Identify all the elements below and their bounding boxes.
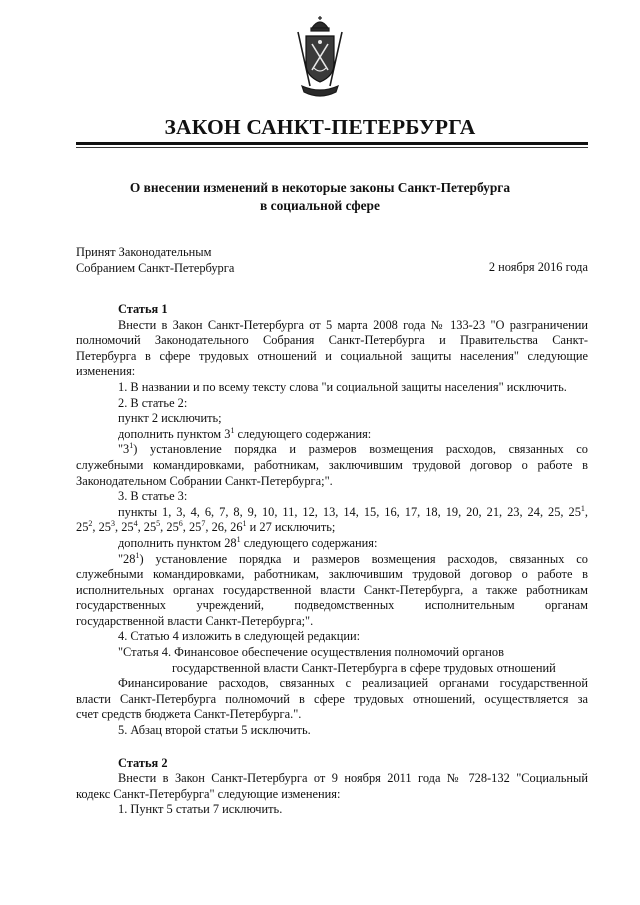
quote-line: исполнительных органах государственной власти Санкт-Петербурга, а также работникам [76, 582, 588, 597]
adopted-line-2: Собранием Санкт-Петербурга [76, 261, 235, 275]
article-2-heading: Статья 2 [118, 755, 168, 770]
list-item: 3. В статье 3: [118, 489, 188, 504]
quote-line: государственной власти Санкт-Петербурга;". [76, 613, 314, 628]
law-body [76, 302, 588, 818]
quote-line: "$28^1$) установление порядка и размеров возмещения расходов, связанных со [118, 550, 588, 566]
title-rule-thick [76, 142, 588, 145]
adoption-date: 2 ноября 2016 года [488, 260, 588, 274]
article-1-para-line: изменения: [76, 364, 136, 379]
list-item-continuation: $25^2$, $25^3$, $25^4$, $25^5$, $25^6$, $25^7$, 26, $26^1$ и 27 исключить; [76, 519, 336, 535]
list-item: дополнить пунктом $28^1$ следующего содержания: [118, 534, 378, 550]
coat-of-arms-icon [292, 14, 348, 100]
list-item: 1. В названии и по всему тексту слова "и социальной защиты населения" исключить. [118, 379, 567, 394]
adoption-info [76, 244, 234, 276]
quote-line: служебными командировками, работникам, заключившим трудовой договор о работе в [76, 567, 588, 582]
quote-line: "$3^1$) установление порядка и размеров возмещения расходов, связанных со [118, 441, 588, 457]
article-1-para-line: Внести в Закон Санкт-Петербурга от 5 марта 2008 года № 133-23 "О разграничении [118, 317, 588, 332]
article-1-para-line: Петербурга в сфере трудовых отношений и социальной защиты населения" следующие [76, 348, 588, 363]
list-item: 5. Абзац второй статьи 5 исключить. [118, 723, 311, 738]
list-item: дополнить пунктом $3^1$ следующего содержания: [118, 425, 372, 441]
article-2-para-line: кодекс Санкт-Петербурга" следующие изменения: [76, 786, 341, 801]
article-2-para-line: Внести в Закон Санкт-Петербурга от 9 ноября 2011 года № 728-132 "Социальный [118, 771, 588, 786]
subtitle-line-2: в социальной сфере [260, 198, 380, 213]
list-item: пункт 2 исключить; [118, 411, 222, 426]
law-subtitle [60, 179, 580, 215]
article-4-para-line: Финансирование расходов, связанных с реализацией органами государственной [118, 676, 588, 691]
quote-line: Законодательном Собрании Санкт-Петербурга;". [76, 473, 333, 488]
quote-line: государственных учреждений, подведомственных исполнительным органам [76, 598, 588, 613]
list-item: 2. В статье 2: [118, 395, 188, 410]
list-item: пункты 1, 3, 4, 6, 7, 8, 9, 10, 11, 12, 13, 14, 15, 16, 17, 18, 19, 20, 21, 23, 24, 25, $25^1$, [118, 503, 588, 519]
article-1-heading: Статья 1 [118, 302, 168, 316]
quote-line: служебными командировками, работникам, заключившим трудовой договор о работе в [76, 457, 588, 472]
article-4-title-line: "Статья 4. Финансовое обеспечение осуществления полномочий органов [118, 645, 504, 660]
law-title: ЗАКОН САНКТ-ПЕТЕРБУРГА [164, 115, 476, 139]
title-rule-thin [76, 147, 588, 148]
article-4-title-line: государственной власти Санкт-Петербурга в сфере трудовых отношений [172, 660, 556, 675]
list-item: 1. Пункт 5 статьи 7 исключить. [118, 802, 283, 817]
article-gap [76, 739, 588, 756]
article-4-para-line: власти Санкт-Петербурга полномочий в сфере трудовых отношений, осуществляется за [76, 691, 588, 706]
adopted-line-1: Принят Законодательным [76, 245, 212, 259]
list-item: 4. Статью 4 изложить в следующей редакции: [118, 629, 361, 644]
subtitle-line-1: О внесении изменений в некоторые законы Санкт-Петербурга [129, 180, 511, 195]
article-4-para-line: счет средств бюджета Санкт-Петербурга.". [76, 707, 302, 722]
article-1-para-line: полномочий Законодательного Собрания Санкт-Петербурга и Правительства Санкт- [76, 333, 588, 348]
